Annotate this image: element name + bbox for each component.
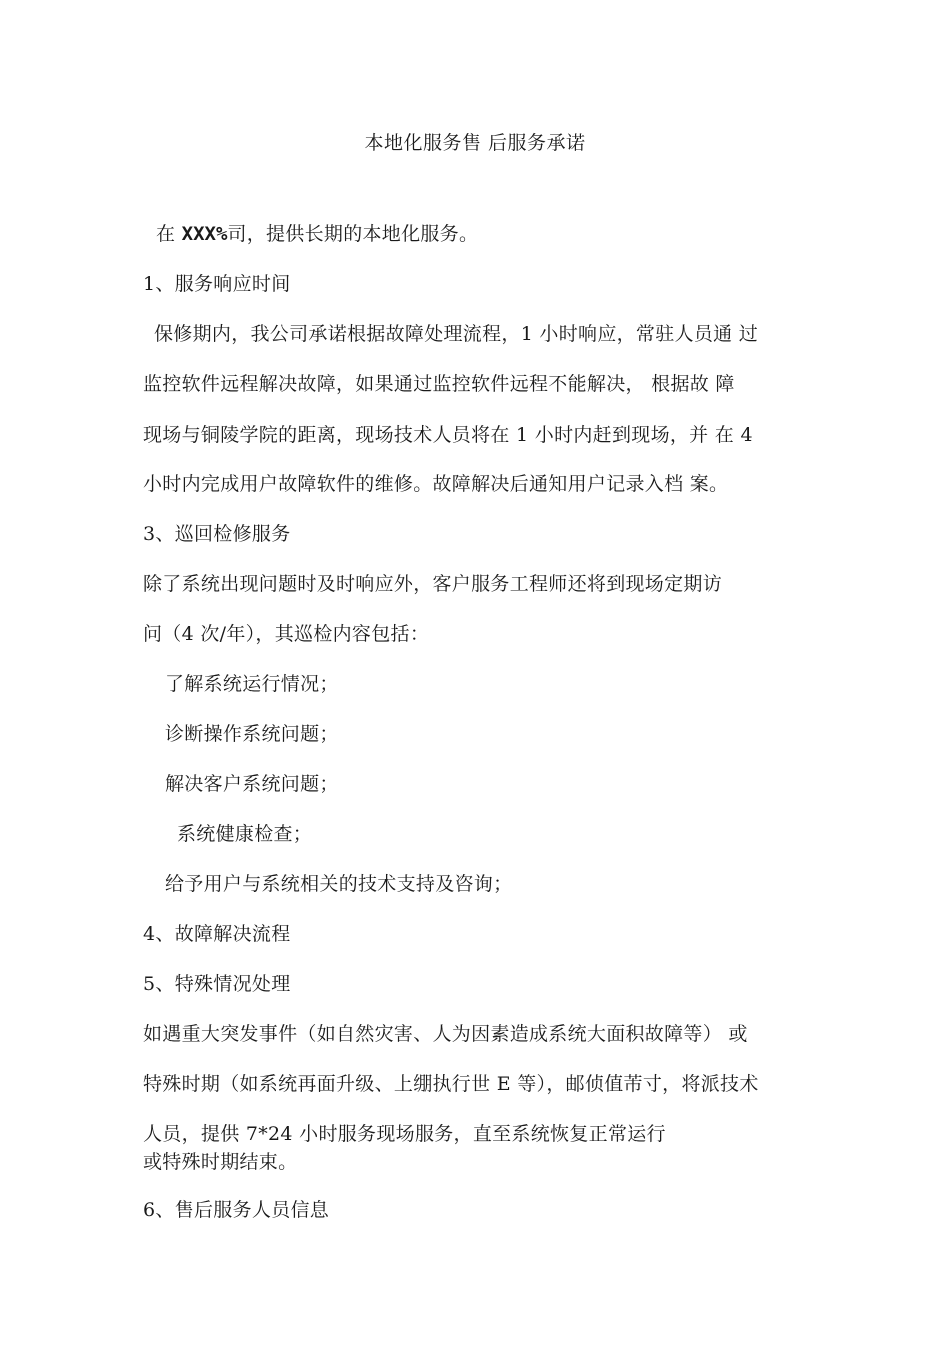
section-5-line-3: 人员，提供 7*24 小时服务现场服务，直至系统恢复正常运行 (143, 1123, 666, 1145)
section-6-heading: 6、售后服务人员信息 (143, 1199, 330, 1221)
intro-paragraph (156, 222, 478, 246)
intro-suffix: 司，提供长期的本地化服务。 (227, 223, 479, 245)
inspection-item-5: 给予用户与系统相关的技术支持及咨询； (165, 873, 513, 895)
company-name: XXX% (181, 223, 228, 245)
section-1-line-3: 现场与铜陵学院的距离，现场技术人员将在 1 小时内赶到现场，并 在 4 (143, 424, 753, 446)
inspection-item-3: 解决客户系统问题； (165, 773, 339, 795)
section-3-heading: 3、巡回检修服务 (143, 523, 291, 545)
section-5-line-4: 或特殊时期结束。 (143, 1151, 298, 1173)
document-title: 本地化服务售 后服务承诺 (364, 132, 586, 154)
section-3-line-2: 问（4 次/年），其巡检内容包括： (143, 623, 430, 645)
section-5-heading: 5、特殊情况处理 (143, 973, 291, 995)
intro-prefix: 在 (156, 223, 182, 245)
section-1-line-4: 小时内完成用户故障软件的维修。故障解决后通知用户记录入档 案。 (143, 473, 729, 495)
section-1-heading: 1、服务响应时间 (143, 273, 291, 295)
section-3-line-1: 除了系统出现问题时及时响应外，客户服务工程师还将到现场定期访 (143, 573, 723, 595)
section-5-line-1: 如遇重大突发事件（如自然灾害、人为因素造成系统大面积故障等） 或 (143, 1023, 748, 1045)
section-1-line-2: 监控软件远程解决故障，如果通过监控软件远程不能解决， 根据故 障 (143, 373, 735, 395)
section-1-line-1: 保修期内，我公司承诺根据故障处理流程，1 小时响应，常驻人员通 过 (154, 323, 759, 345)
inspection-item-1: 了解系统运行情况； (165, 673, 339, 695)
section-4-heading: 4、故障解决流程 (143, 923, 291, 945)
inspection-item-4: 系统健康检查； (177, 823, 313, 845)
inspection-item-2: 诊断操作系统问题； (165, 723, 339, 745)
section-5-line-2: 特殊时期（如系统再面升级、上绷执行世 E 等），邮侦值芾寸，将派技术 (143, 1073, 759, 1095)
